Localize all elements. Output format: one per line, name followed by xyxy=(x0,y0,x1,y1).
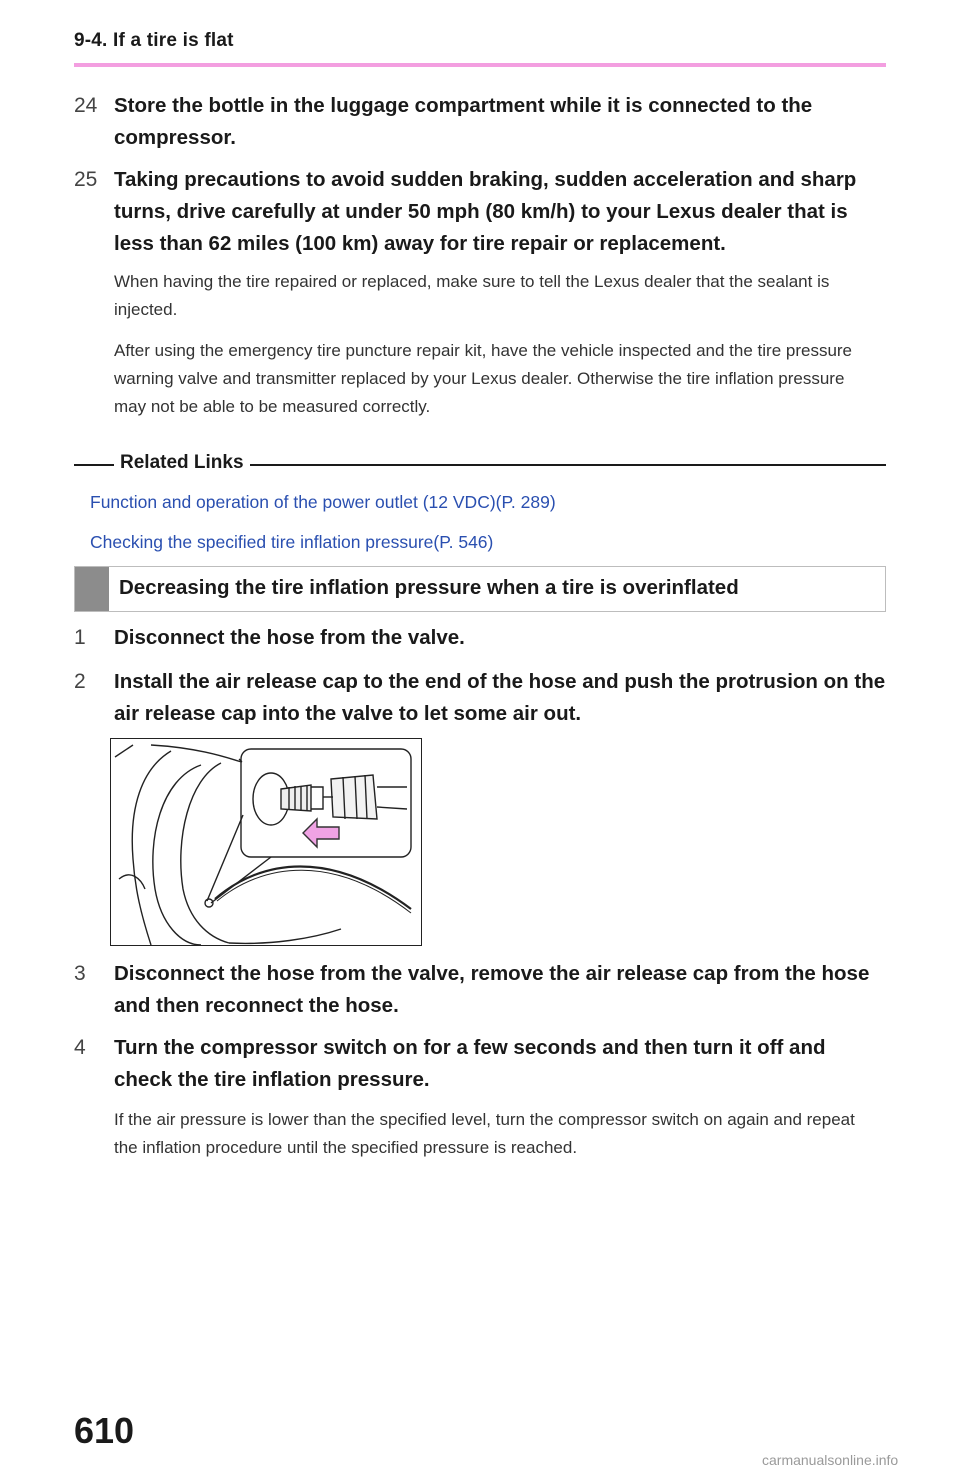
page-number: 610 xyxy=(74,1410,135,1451)
step-24 xyxy=(74,90,886,154)
step-2 xyxy=(74,666,886,730)
step-number: 4 xyxy=(74,1036,86,1059)
watermark: carmanualsonline.info xyxy=(762,1452,899,1468)
air-release-illustration xyxy=(110,738,422,946)
step-text: Turn the compressor switch on for a few seconds and then turn it off and check the tire inflation pressure. xyxy=(114,1036,826,1091)
note-repeat-inflation: If the air pressure is lower than the specified level, turn the compressor switch on again and repeat the inflation procedure until the specified pressure is reached. xyxy=(114,1110,855,1157)
divider xyxy=(74,464,114,466)
header-rule xyxy=(74,63,886,67)
note-sealant: When having the tire repaired or replaced, make sure to tell the Lexus dealer that the sealant is injected. xyxy=(114,272,830,319)
step-text: Taking precautions to avoid sudden braking, sudden acceleration and sharp turns, drive carefully at under 50 mph (80 km/h) to your Lexus dealer that is less than 62 miles (100 km) away for tire repair or replacement. xyxy=(114,168,857,255)
step-number: 25 xyxy=(74,168,98,191)
step-number: 24 xyxy=(74,94,98,117)
step-4 xyxy=(74,1032,886,1096)
step-text: Install the air release cap to the end of the hose and push the protrusion on the air release cap into the valve to let some air out. xyxy=(114,670,886,725)
section-header-title: 9-4. If a tire is flat xyxy=(74,30,234,51)
step-1 xyxy=(74,622,886,654)
step-number: 3 xyxy=(74,962,86,985)
step-number: 1 xyxy=(74,626,86,649)
step-25 xyxy=(74,164,886,260)
related-links-label: Related Links xyxy=(120,452,244,473)
section-heading-bar xyxy=(74,566,886,612)
link-tire-pressure[interactable]: Checking the specified tire inflation pressure(P. 546) xyxy=(90,532,494,552)
step-text: Disconnect the hose from the valve. xyxy=(114,626,465,649)
step-text: Store the bottle in the luggage compartment while it is connected to the compressor. xyxy=(114,94,813,149)
step-text: Disconnect the hose from the valve, remove the air release cap from the hose and then reconnect the hose. xyxy=(114,962,870,1017)
step-3 xyxy=(74,958,886,1022)
divider xyxy=(250,464,886,466)
note-after-repair: After using the emergency tire puncture repair kit, have the vehicle inspected and the tire pressure warning valve and transmitter replaced by your Lexus dealer. Otherwise the tire inflation pressure may not be able to be measured correctly. xyxy=(114,341,853,416)
tire-valve-drawing xyxy=(111,739,421,945)
section-marker xyxy=(75,567,109,611)
step-number: 2 xyxy=(74,670,86,693)
section-title: Decreasing the tire inflation pressure when a tire is overinflated xyxy=(119,576,739,599)
link-power-outlet[interactable]: Function and operation of the power outlet (12 VDC)(P. 289) xyxy=(90,492,556,512)
related-links-heading xyxy=(74,450,886,480)
